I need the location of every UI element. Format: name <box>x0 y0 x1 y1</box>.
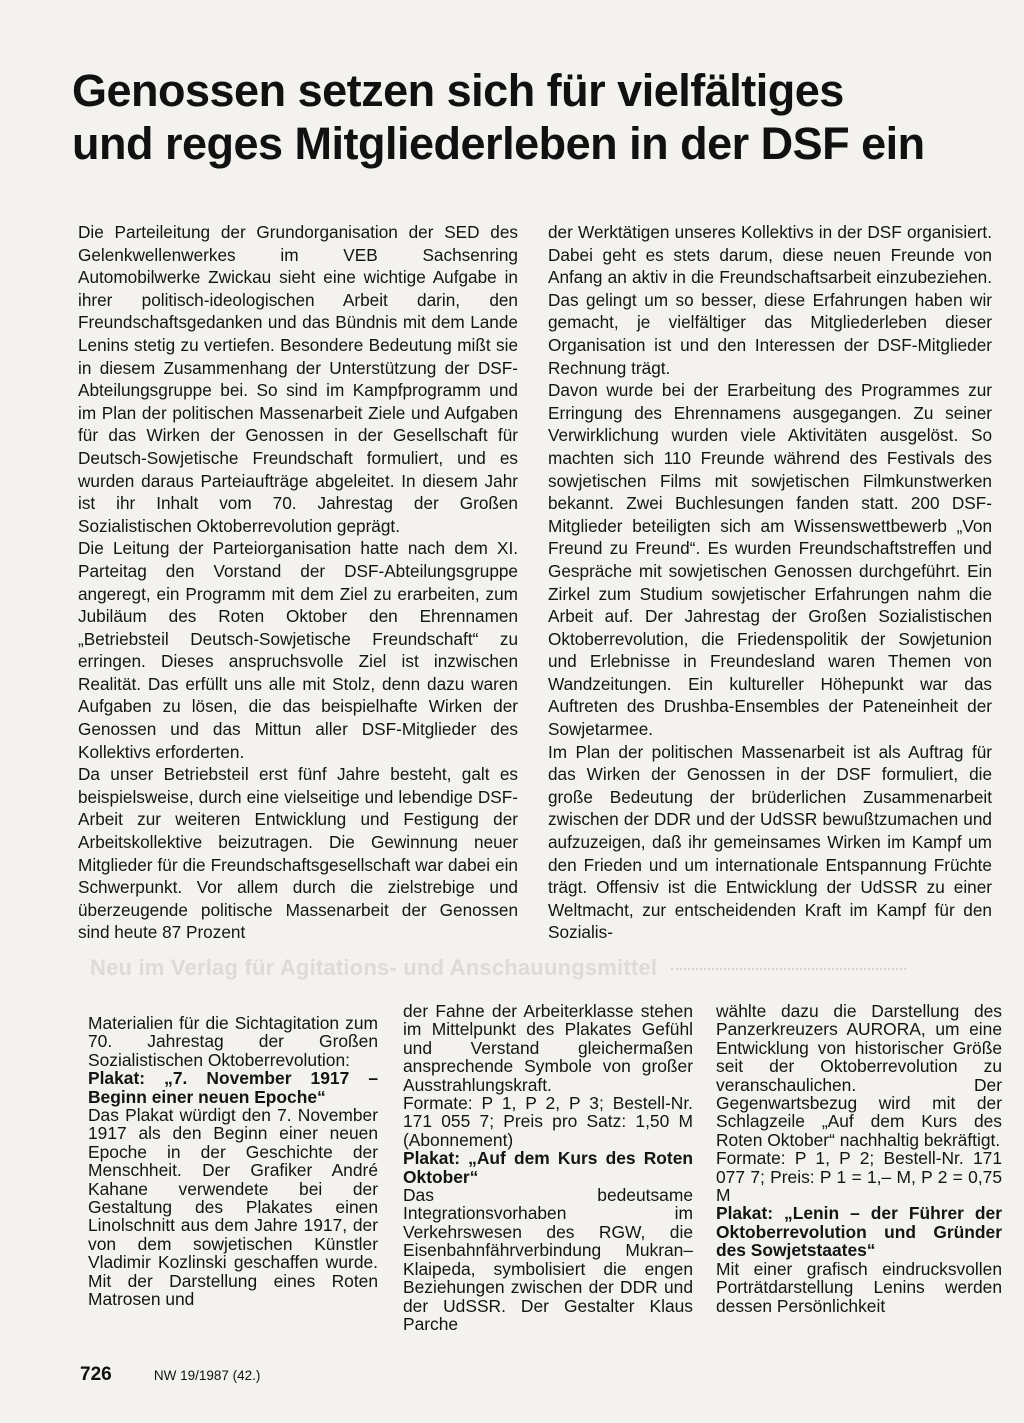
paragraph: wählte dazu die Darstellung des Panzerkreuzers AURORA, um eine Entwicklung von historischer Größe seit der Oktoberrevolution zu veranschaulichen. Der Gegenwartsbezug wird mit der Schlagzeile „Auf dem Kurs des Roten Oktober“ nachhaltig bekräftigt. <box>716 1001 1002 1150</box>
page-footer <box>80 1364 260 1386</box>
order-info: Formate: P 1, P 2; Bestell-Nr. 171 077 7; Preis: P 1 = 1,– M, P 2 = 0,75 M <box>716 1148 1002 1206</box>
poster-heading: Plakat: „Lenin – der Führer der Oktoberrevolution und Gründer des Sowjetstaates“ <box>716 1203 1002 1261</box>
paragraph: Die Parteileitung der Grundorganisation der SED des Gelenkwellenwerkes im VEB Sachsenring Automobilwerke Zwickau sieht eine wichtige Aufgabe in ihrer politisch-ideologischen Arbeit darin, den Freundschaftsgedanken und das Bündnis mit dem Lande Lenins stetig zu vertiefen. Besondere Bedeutung mißt sie in diesem Zusammenhang der Unterstützung der DSF-Abteilungsgruppe bei. So sind im Kampfprogramm und im Plan der politischen Massenarbeit Ziele und Aufgaben für das Wirken der Genossen in der Gesellschaft für Deutsch-Sowjetische Freundschaft formuliert, und es wurden daraus Parteiaufträge abgeleitet. In diesem Jahr ist ihr Inhalt vom 70. Jahrestag der Großen Sozialistischen Oktoberrevolution geprägt. <box>78 222 518 536</box>
lower-column-2 <box>403 1002 693 1333</box>
lower-column-1 <box>88 1014 378 1309</box>
lower-column-3 <box>716 1002 1002 1315</box>
paragraph: Da unser Betriebsteil erst fünf Jahre besteht, galt es beispielsweise, durch eine vielseitige und lebendige DSF-Arbeit zur weiteren Entwicklung und Festigung der Arbeitskollektive beizutragen. Die Gewinnung neuer Mitglieder für die Freundschaftsgesellschaft war dabei ein Schwerpunkt. Vor allem durch die zielstrebige und überzeugende politische Massenarbeit der Genossen sind heute 87 Prozent <box>78 764 518 943</box>
article-title <box>72 64 952 170</box>
poster-heading: Plakat: „7. November 1917 – Beginn einer neuen Epoche“ <box>88 1068 378 1107</box>
paragraph: der Werktätigen unseres Kollektivs in der DSF organisiert. Dabei geht es stets darum, diese neuen Freunde von Anfang an aktiv in die Freundschaftsarbeit einzubeziehen. Das gelingt um so besser, diese Erfahrungen haben wir gemacht, je vielfältiger das Mitgliederleben dieser Organisation ist und den Interessen der DSF-Mitglieder Rechnung trägt. <box>548 222 992 378</box>
paragraph: der Fahne der Arbeiterklasse stehen im Mittelpunkt des Plakates Gefühl und Verstand gleichermaßen ansprechende Symbole von großer Ausstrahlungskraft. <box>403 1001 693 1095</box>
paragraph: Mit einer grafisch eindrucksvollen Porträtdarstellung Lenins werden dessen Persönlichkeit <box>716 1258 1002 1316</box>
section-label-text: Neu im Verlag für Agitations- und Anschauungsmittel <box>90 955 658 980</box>
paragraph: Das Plakat würdigt den 7. November 1917 als den Beginn einer neuen Epoche in der Geschichte der Menschheit. Der Grafiker André Kahane verwendete bei der Gestaltung des Plakates einen Linolschnitt aus dem Jahre 1917, der von dem sowjetischen Künstler Vladimir Kozlinski geschaffen wurde. Mit der Darstellung eines Roten Matrosen und <box>88 1105 378 1310</box>
paragraph: Im Plan der politischen Massenarbeit ist als Auftrag für das Wirken der Genossen in der DSF formuliert, die große Bedeutung der brüderlichen Zusammenarbeit zwischen der DDR und der UdSSR bewußtzumachen und aufzuzeigen, daß ihr gemeinsames Wirken im Kampf um den Frieden und um internationale Entspannung Früchte trägt. Offensiv ist die Entwicklung der UdSSR zu einer Weltmacht, zur entscheidenden Kraft im Kampf für den Sozialis- <box>548 741 992 943</box>
paragraph: Das bedeutsame Integrationsvorhaben im Verkehrswesen des RGW, die Eisenbahnfährverbindung Mukran–Klaipeda, symbolisiert die engen Beziehungen zwischen der DDR und der UdSSR. Der Gestalter Klaus Parche <box>403 1185 693 1334</box>
section-label <box>90 955 990 985</box>
page-number: 726 <box>80 1364 112 1385</box>
paragraph: Davon wurde bei der Erarbeitung des Programmes zur Erringung des Ehrennamens ausgegangen. Zu seiner Verwirklichung wurden viele Aktivitäten ausgelöst. So machten sich 110 Freunde während des Festivals des sowjetischen Films mit sowjetischen Filmkunstwerken bekannt. Zwei Buchlesungen fanden statt. 200 DSF-Mitglieder beteiligten sich am Wissenswettbewerb „Von Freund zu Freund“. Es wurden Freundschaftstreffen und Gespräche mit sowjetischen Genossen durchgeführt. Ein Zirkel zum Studium sowjetischer Erfahrungen nahm die Arbeit auf. Der Jahrestag der Großen Sozialistischen Oktoberrevolution, die Friedenspolitik der Sowjetunion und Erlebnisse in Freundesland waren Themen von Wandzeitungen. Ein kultureller Höhepunkt war das Auftreten des Drushba-Ensembles der Pateneinheit der Sowjetarmee. <box>548 380 992 740</box>
paragraph: Materialien für die Sichtagitation zum 70. Jahrestag der Großen Sozialistischen Oktoberrevolution: <box>88 1013 378 1070</box>
main-column-left <box>78 221 518 944</box>
section-divider <box>671 968 906 970</box>
poster-heading: Plakat: „Auf dem Kurs des Roten Oktober“ <box>403 1148 693 1187</box>
paragraph: Die Leitung der Parteiorganisation hatte nach dem XI. Parteitag den Vorstand der DSF-Abteilungsgruppe angeregt, ein Programm mit dem Ziel zu erarbeiten, zum Jubiläum des Roten Oktober den Ehrennamen „Betriebsteil Deutsch-Sowjetische Freundschaft“ zu erringen. Dieses anspruchsvolle Ziel ist inzwischen Realität. Das erfüllt uns alle mit Stolz, denn dazu waren Aufgaben zu lösen, die das beispielhafte Wirken der Genossen und das Mittun aller DSF-Mitglieder des Kollektivs erforderten. <box>78 538 518 762</box>
title-line-2: und reges Mitgliederleben in der DSF ein <box>72 118 925 169</box>
issue-reference: NW 19/1987 (42.) <box>153 1368 261 1383</box>
order-info: Formate: P 1, P 2, P 3; Bestell-Nr. 171 055 7; Preis pro Satz: 1,50 M (Abonnement) <box>403 1093 693 1150</box>
title-line-1: Genossen setzen sich für vielfältiges <box>72 65 844 116</box>
main-column-right <box>548 221 992 944</box>
